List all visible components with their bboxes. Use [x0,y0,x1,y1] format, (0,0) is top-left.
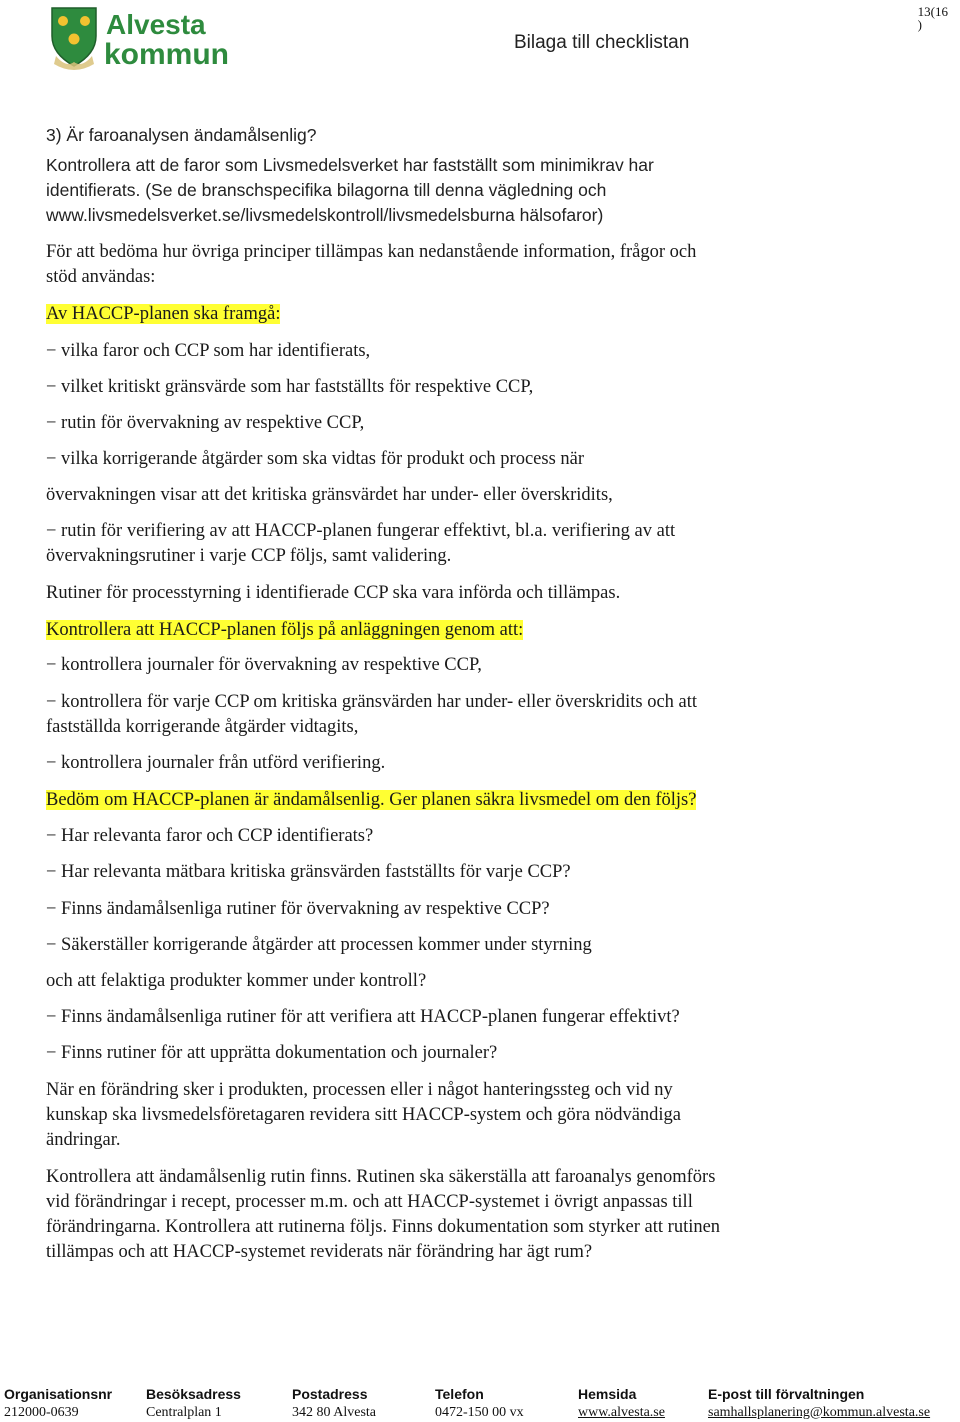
website-link[interactable]: www.alvesta.se [578,1405,665,1420]
list-item: − rutin för övervakning av respektive CCP, [46,413,365,433]
list-item: − Finns ändamålsenliga rutiner för övervakning av respektive CCP? [46,899,550,919]
list-item: − vilka faror och CCP som har identifierats, [46,341,371,361]
coat-of-arms-icon [48,6,233,74]
list-item: − kontrollera journaler från utförd verifiering. [46,753,386,773]
paragraph-line: ändringar. [46,1130,121,1150]
list-item: − vilket kritiskt gränsvärde som har fastställts för respektive CCP, [46,377,534,397]
paragraph-line: Kontrollera att ändamålsenlig rutin finns. Rutinen ska säkerställa att faroanalys genomförs [46,1167,716,1187]
email-link[interactable]: samhallsplanering@kommun.alvesta.se [708,1405,931,1420]
page-number: 13(16 ) [917,4,948,32]
paragraph-line: identifierats. (Se de branschspecifika bilagorna till denna vägledning och [46,180,607,200]
section-heading: 3) Är faroanalysen ändamålsenlig? [46,125,317,145]
highlighted-heading: Kontrollera att HACCP-planen följs på anläggningen genom att: [46,620,524,640]
footer-postal-address: Postadress 342 80 Alvesta [292,1386,376,1420]
list-item: − kontrollera för varje CCP om kritiska gränsvärden har under- eller överskridits och att [46,692,698,712]
alvesta-kommun-logo [48,6,233,74]
list-item: − vilka korrigerande åtgärder som ska vidtas för produkt och process när [46,449,585,469]
list-item: − Säkerställer korrigerande åtgärder att processen kommer under styrning [46,935,592,955]
paragraph-line: förändringarna. Kontrollera att rutinerna följs. Finns dokumentation som styrker att rutinen [46,1217,721,1237]
paragraph-line: När en förändring sker i produkten, processen eller i något hanteringssteg och vid ny [46,1080,673,1100]
paragraph-line-url: www.livsmedelsverket.se/livsmedelskontroll/livsmedelsburna hälsofaror) [46,205,604,225]
paragraph-line: Kontrollera att de faror som Livsmedelsverket har fastställt som minimikrav har [46,155,654,175]
footer-phone: Telefon 0472-150 00 vx [435,1386,524,1420]
svg-text:kommun: kommun [104,38,230,71]
footer-org-number: Organisationsnr 212000-0639 [4,1386,113,1420]
list-item-continuation: fastställda korrigerande åtgärder vidtagits, [46,717,359,737]
footer-email: E-post till förvaltningen samhallsplanering@kommun.alvesta.se [708,1386,931,1420]
footer-website: Hemsida www.alvesta.se [578,1386,665,1420]
list-item: − Finns rutiner för att upprätta dokumentation och journaler? [46,1043,498,1063]
svg-text:Alvesta: Alvesta [106,9,206,40]
list-item: − kontrollera journaler för övervakning av respektive CCP, [46,655,482,675]
list-item: − rutin för verifiering av att HACCP-planen fungerar effektivt, bl.a. verifiering av att [46,521,676,541]
list-item-continuation: och att felaktiga produkter kommer under kontroll? [46,971,427,991]
paragraph-line [46,203,603,229]
paragraph-line: stöd användas: [46,267,156,287]
list-item: − Finns ändamålsenliga rutiner för att verifiera att HACCP-planen fungerar effektivt? [46,1007,680,1027]
list-item: − Har relevanta faror och CCP identifierats? [46,826,374,846]
document-title: Bilaga till checklistan [514,32,690,53]
footer-visiting-address: Besöksadress Centralplan 1 [146,1386,241,1420]
highlighted-heading: Bedöm om HACCP-planen är ändamålsenlig. Ger planen säkra livsmedel om den följs? [46,790,697,810]
list-item-continuation: övervakningen visar att det kritiska gränsvärdet har under- eller överskridits, [46,485,613,505]
paragraph-line: tillämpas och att HACCP-systemet reviderats när förändring har ägt rum? [46,1242,593,1262]
list-item: − Har relevanta mätbara kritiska gränsvärden fastställts för varje CCP? [46,862,571,882]
paragraph-line: Rutiner för processtyrning i identifierade CCP ska vara införda och tillämpas. [46,583,621,603]
paragraph-line: kunskap ska livsmedelsföretagaren revidera sitt HACCP-system och göra nödvändiga [46,1105,682,1125]
highlighted-heading: Av HACCP-planen ska framgå: [46,304,281,324]
footer [0,1378,960,1422]
paragraph-line: För att bedöma hur övriga principer tillämpas kan nedanstående information, frågor och [46,242,697,262]
paragraph-line: vid förändringar i recept, processer m.m. och att HACCP-systemet i övrigt anpassas till [46,1192,693,1212]
list-item-continuation: övervakningsrutiner i varje CCP följs, samt validering. [46,546,452,566]
